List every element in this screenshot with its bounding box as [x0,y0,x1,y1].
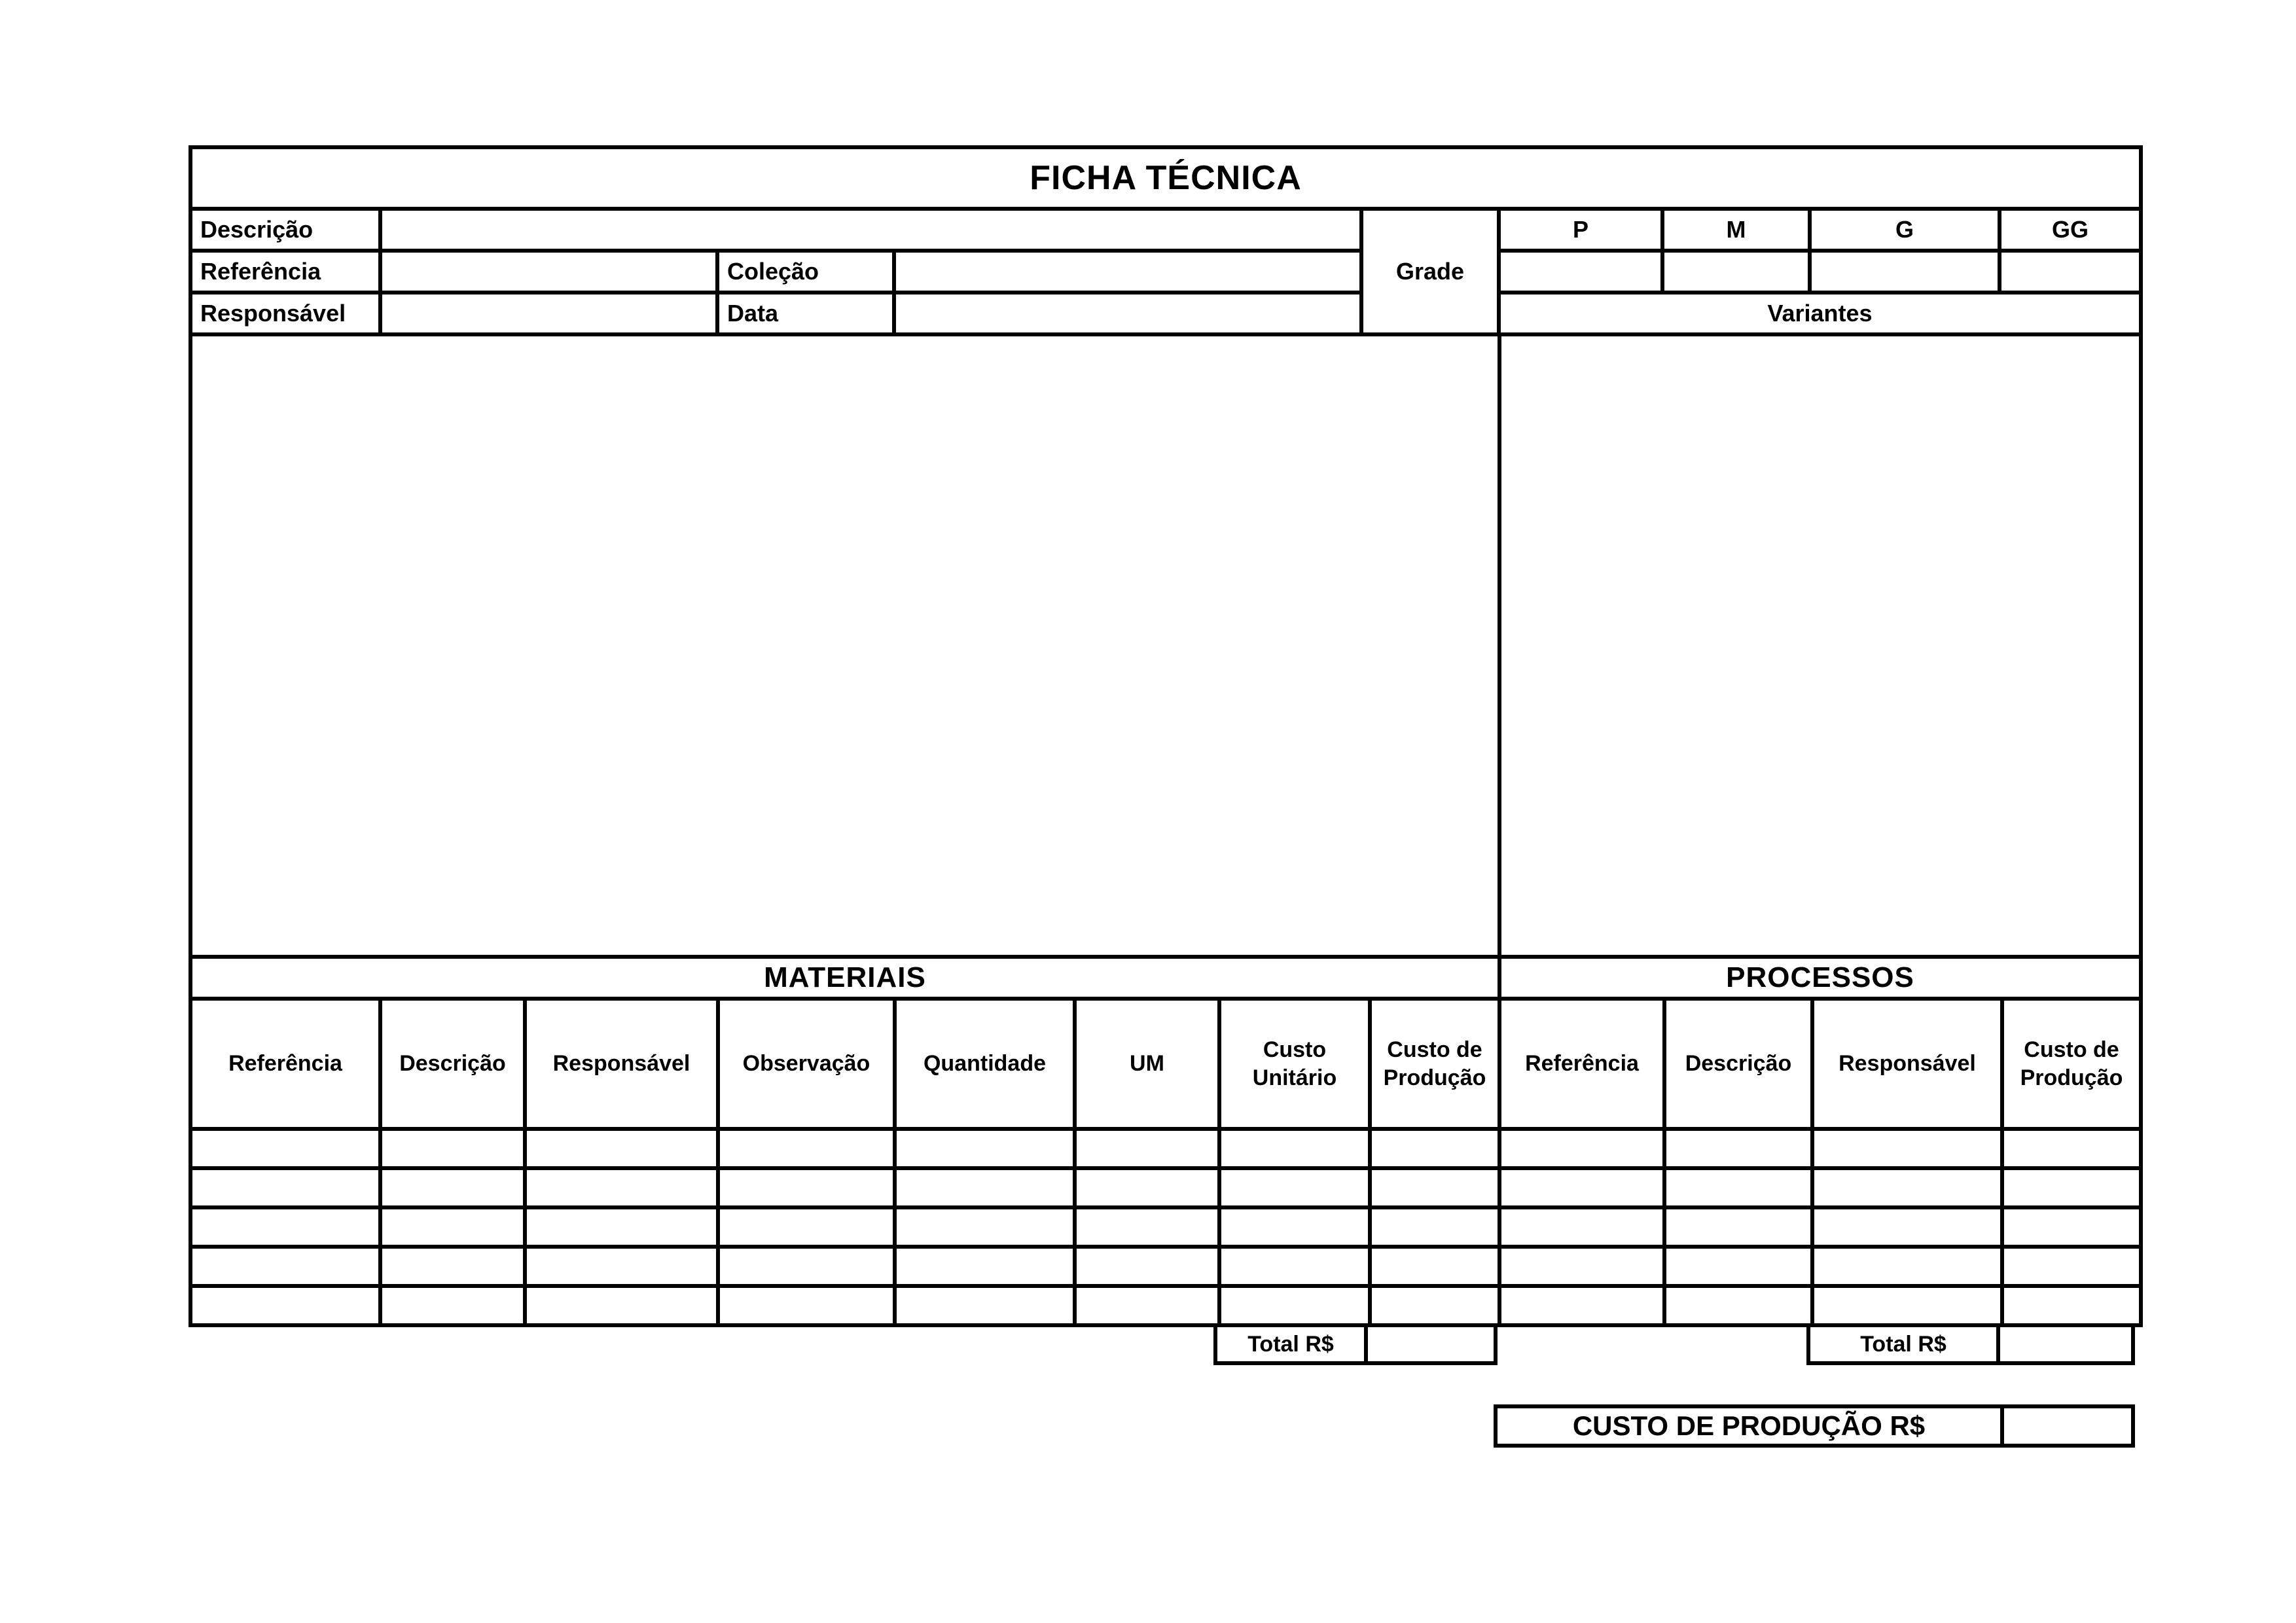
processos-row-3-cell-3[interactable] [1814,1209,2000,1245]
materiais-section-title: MATERIAIS [192,959,1498,997]
processos-col-descricao: Descrição [1666,1001,1810,1127]
size-value-m[interactable] [1664,253,1808,291]
processos-col-responsavel: Responsável [1814,1001,2000,1127]
colecao-field[interactable] [896,253,1359,291]
materiais-row-5-cell-6[interactable] [1077,1288,1217,1323]
size-header-gg: GG [2001,211,2139,249]
processos-row-2-cell-4[interactable] [2004,1170,2139,1205]
processos-row-2-cell-1[interactable] [1501,1170,1662,1205]
processos-row-5-cell-3[interactable] [1814,1288,2000,1323]
processos-row-1-cell-4[interactable] [2004,1131,2139,1166]
canvas-band [192,336,2139,955]
processos-row-3-cell-2[interactable] [1666,1209,1810,1245]
processos-total-value[interactable] [2000,1327,2135,1365]
materiais-row-1-cell-5[interactable] [897,1131,1073,1166]
materiais-row-5-cell-5[interactable] [897,1288,1073,1323]
size-value-gg[interactable] [2001,253,2139,291]
referencia-label: Referência [192,253,378,291]
size-value-p[interactable] [1501,253,1660,291]
materiais-row-2-cell-6[interactable] [1077,1170,1217,1205]
custo-producao-label: CUSTO DE PRODUÇÃO R$ [1494,1404,2004,1448]
materiais-row-1-cell-1[interactable] [192,1131,378,1166]
materiais-row-5-cell-2[interactable] [382,1288,523,1323]
processos-row-4-cell-3[interactable] [1814,1249,2000,1284]
processos-col-referencia: Referência [1501,1001,1662,1127]
materiais-row-1-cell-2[interactable] [382,1131,523,1166]
processos-row-1-cell-3[interactable] [1814,1131,2000,1166]
materiais-row-3-cell-5[interactable] [897,1209,1073,1245]
processos-row-3-cell-1[interactable] [1501,1209,1662,1245]
colecao-label: Coleção [719,253,892,291]
materiais-row-2-cell-5[interactable] [897,1170,1073,1205]
materiais-row-5-cell-8[interactable] [1372,1288,1498,1323]
sketch-area[interactable] [192,336,1498,955]
custo-producao-bar [188,1404,2143,1448]
materiais-col-custo-producao: Custo de Produção [1372,1001,1498,1127]
processos-row-1-cell-1[interactable] [1501,1131,1662,1166]
data-label: Data [719,294,892,332]
descricao-label: Descrição [192,211,378,249]
totals-mid-spacer [1498,1327,1806,1365]
materiais-row-2-cell-2[interactable] [382,1170,523,1205]
processos-col-custo-producao: Custo de Produção [2004,1001,2139,1127]
processos-row-3-cell-4[interactable] [2004,1209,2139,1245]
materiais-row-1-cell-3[interactable] [527,1131,716,1166]
responsavel-label: Responsável [192,294,378,332]
variantes-label: Variantes [1501,294,2139,332]
materiais-row-4-cell-2[interactable] [382,1249,523,1284]
data-field[interactable] [896,294,1359,332]
materiais-col-descricao: Descrição [382,1001,523,1127]
materiais-row-4-cell-7[interactable] [1221,1249,1368,1284]
totals-left-spacer [188,1327,1213,1365]
materiais-col-responsavel: Responsável [527,1001,716,1127]
responsavel-field[interactable] [382,294,715,332]
materiais-row-4-cell-1[interactable] [192,1249,378,1284]
descricao-field[interactable] [382,211,1359,249]
page-title: FICHA TÉCNICA [192,149,2139,207]
materiais-col-quantidade: Quantidade [897,1001,1073,1127]
materiais-col-observacao: Observação [720,1001,893,1127]
materiais-row-3-cell-4[interactable] [720,1209,893,1245]
materiais-total-label: Total R$ [1213,1327,1368,1365]
materiais-row-3-cell-1[interactable] [192,1209,378,1245]
processos-row-1-cell-2[interactable] [1666,1131,1810,1166]
materiais-row-2-cell-7[interactable] [1221,1170,1368,1205]
materiais-col-referencia: Referência [192,1001,378,1127]
materiais-row-4-cell-6[interactable] [1077,1249,1217,1284]
materiais-col-custo-unitario: Custo Unitário [1221,1001,1368,1127]
materiais-row-3-cell-3[interactable] [527,1209,716,1245]
size-value-g[interactable] [1812,253,1998,291]
materiais-row-3-cell-8[interactable] [1372,1209,1498,1245]
referencia-field[interactable] [382,253,715,291]
materiais-total-value[interactable] [1368,1327,1498,1365]
processos-row-4-cell-1[interactable] [1501,1249,1662,1284]
materiais-row-3-cell-2[interactable] [382,1209,523,1245]
variantes-area[interactable] [1501,336,2139,955]
materiais-row-2-cell-8[interactable] [1372,1170,1498,1205]
detail-grid [192,1001,2139,1323]
materiais-row-4-cell-3[interactable] [527,1249,716,1284]
materiais-row-5-cell-7[interactable] [1221,1288,1368,1323]
processos-section-title: PROCESSOS [1501,959,2139,997]
size-header-g: G [1812,211,1998,249]
processos-row-4-cell-4[interactable] [2004,1249,2139,1284]
processos-total-label: Total R$ [1806,1327,2000,1365]
materiais-row-2-cell-1[interactable] [192,1170,378,1205]
materiais-row-2-cell-4[interactable] [720,1170,893,1205]
materiais-row-5-cell-3[interactable] [527,1288,716,1323]
materiais-row-3-cell-7[interactable] [1221,1209,1368,1245]
materiais-row-1-cell-4[interactable] [720,1131,893,1166]
section-title-band [192,959,2139,997]
materiais-row-4-cell-5[interactable] [897,1249,1073,1284]
processos-row-2-cell-3[interactable] [1814,1170,2000,1205]
processos-row-5-cell-4[interactable] [2004,1288,2139,1323]
custo-producao-value[interactable] [2004,1404,2135,1448]
processos-row-5-cell-1[interactable] [1501,1288,1662,1323]
title-band [192,149,2139,207]
materiais-row-4-cell-8[interactable] [1372,1249,1498,1284]
materiais-col-um: UM [1077,1001,1217,1127]
ficha-tecnica-form [188,145,2143,1327]
processos-row-2-cell-2[interactable] [1666,1170,1810,1205]
materiais-row-2-cell-3[interactable] [527,1170,716,1205]
size-header-m: M [1664,211,1808,249]
materiais-row-1-cell-7[interactable] [1221,1131,1368,1166]
size-header-p: P [1501,211,1660,249]
materiais-row-5-cell-1[interactable] [192,1288,378,1323]
header-band [192,211,2139,332]
processos-row-5-cell-2[interactable] [1666,1288,1810,1323]
processos-row-4-cell-2[interactable] [1666,1249,1810,1284]
materiais-row-1-cell-6[interactable] [1077,1131,1217,1166]
grade-label: Grade [1363,211,1497,332]
totals-row [188,1327,2143,1365]
materiais-row-5-cell-4[interactable] [720,1288,893,1323]
materiais-row-4-cell-4[interactable] [720,1249,893,1284]
materiais-row-1-cell-8[interactable] [1372,1131,1498,1166]
materiais-row-3-cell-6[interactable] [1077,1209,1217,1245]
custo-left-spacer [188,1404,1494,1448]
